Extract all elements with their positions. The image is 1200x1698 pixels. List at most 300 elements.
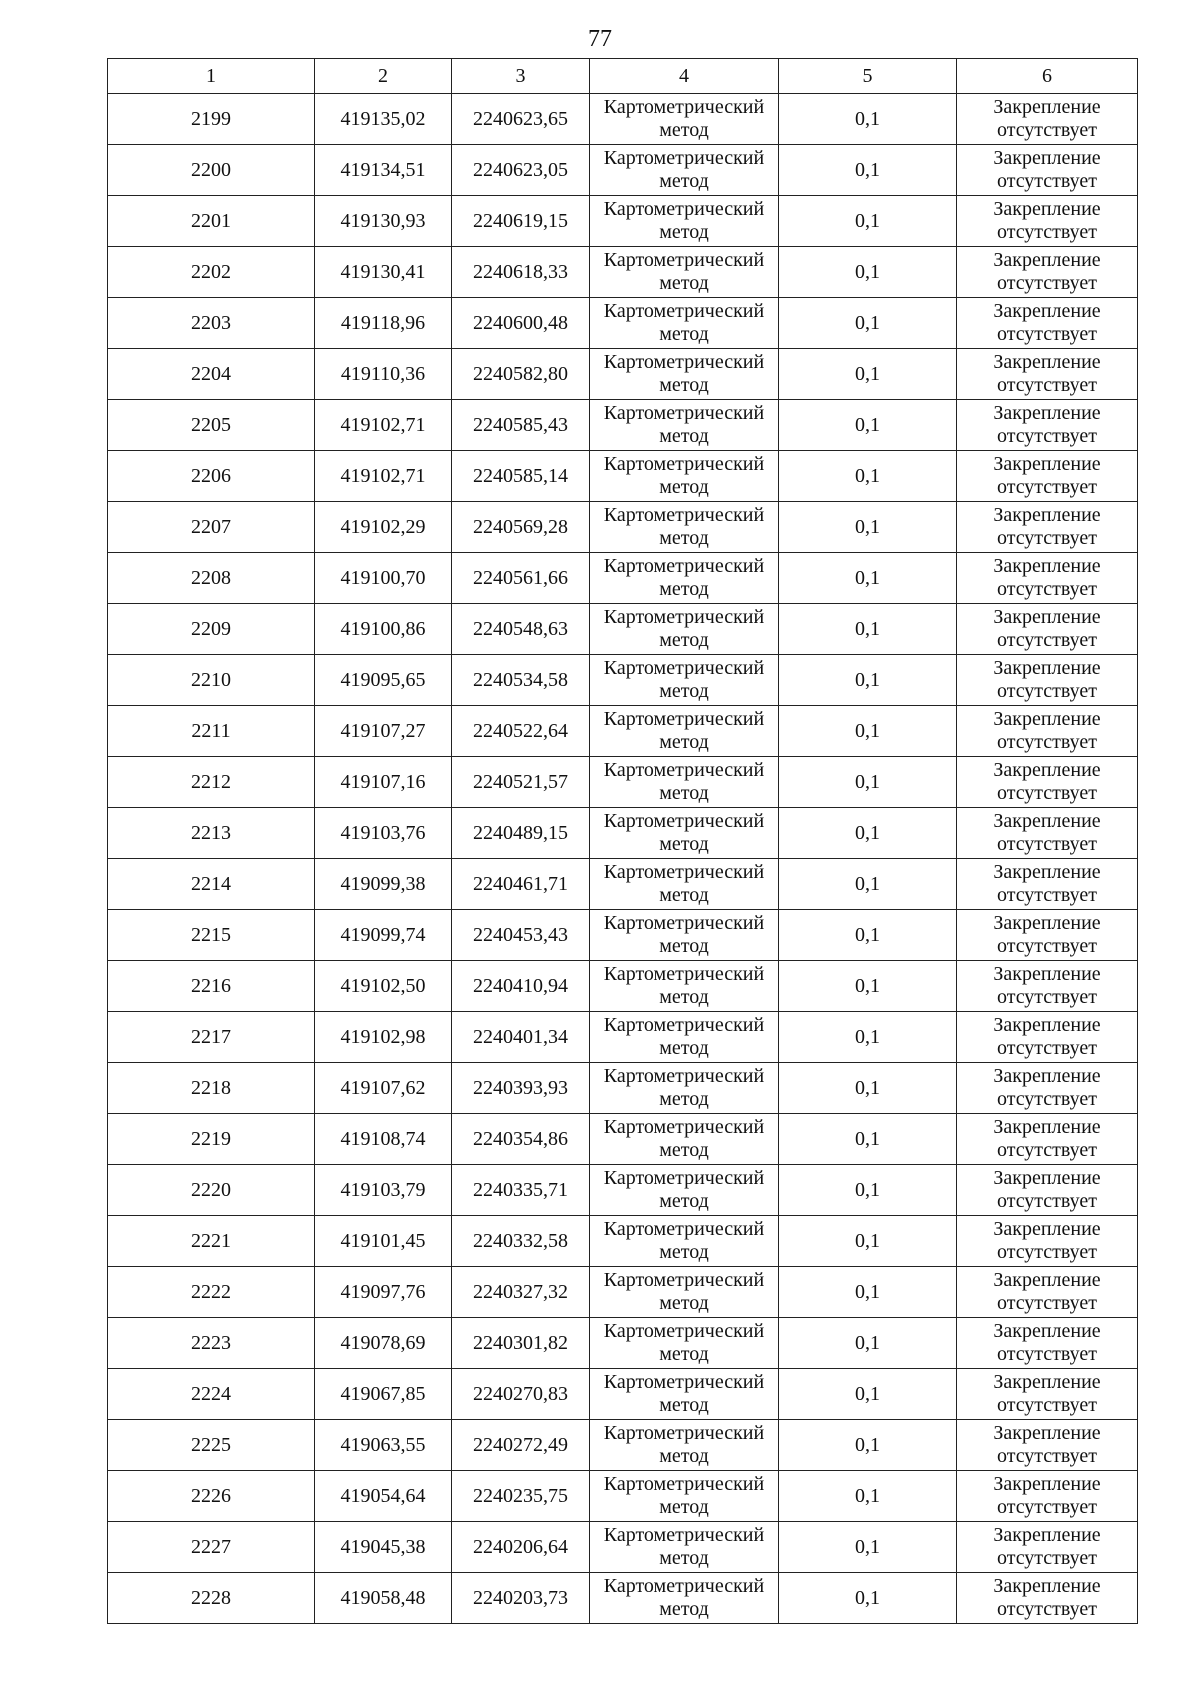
fixing-cell-line-1: Закрепление [993, 96, 1101, 118]
fixing-cell-line-2: отсутствует [996, 1394, 1098, 1416]
y-coordinate-cell: 2240206,64 [452, 1522, 590, 1573]
method-cell-line-1: Картометрический [603, 912, 765, 934]
table-row [108, 145, 1138, 196]
accuracy-cell: 0,1 [779, 1471, 957, 1522]
accuracy-cell: 0,1 [779, 1369, 957, 1420]
method-cell-line-2: метод [659, 527, 709, 549]
x-coordinate-cell: 419099,38 [315, 859, 452, 910]
method-cell-line-1: Картометрический [603, 1116, 765, 1138]
method-cell-line-1: Картометрический [603, 198, 765, 220]
method-cell-line-1: Картометрический [603, 1269, 765, 1291]
method-cell-line-2: метод [659, 986, 709, 1008]
fixing-cell-line-2: отсутствует [996, 833, 1098, 855]
table-row [108, 400, 1138, 451]
point-number-cell: 2217 [108, 1012, 315, 1063]
fixing-cell [957, 1267, 1138, 1318]
fixing-cell-line-2: отсутствует [996, 170, 1098, 192]
fixing-cell-line-2: отсутствует [996, 680, 1098, 702]
fixing-cell-line-2: отсутствует [996, 1547, 1098, 1569]
y-coordinate-cell: 2240585,43 [452, 400, 590, 451]
x-coordinate-cell: 419099,74 [315, 910, 452, 961]
column-header-2: 2 [315, 59, 452, 94]
method-cell-line-1: Картометрический [603, 147, 765, 169]
x-coordinate-cell: 419130,93 [315, 196, 452, 247]
fixing-cell [957, 910, 1138, 961]
y-coordinate-cell: 2240534,58 [452, 655, 590, 706]
point-number-cell: 2221 [108, 1216, 315, 1267]
method-cell [590, 1216, 779, 1267]
method-cell-line-1: Картометрический [603, 300, 765, 322]
fixing-cell [957, 451, 1138, 502]
fixing-cell [957, 604, 1138, 655]
fixing-cell-line-1: Закрепление [993, 1320, 1101, 1342]
table-row [108, 961, 1138, 1012]
accuracy-cell: 0,1 [779, 145, 957, 196]
method-cell-line-2: метод [659, 1547, 709, 1569]
method-cell-line-1: Картометрический [603, 1218, 765, 1240]
y-coordinate-cell: 2240521,57 [452, 757, 590, 808]
method-cell [590, 1063, 779, 1114]
page-number: 77 [588, 26, 612, 52]
fixing-cell [957, 1114, 1138, 1165]
fixing-cell-line-1: Закрепление [993, 759, 1101, 781]
method-cell [590, 706, 779, 757]
accuracy-cell: 0,1 [779, 1318, 957, 1369]
method-cell [590, 1420, 779, 1471]
method-cell [590, 910, 779, 961]
table-row [108, 1165, 1138, 1216]
y-coordinate-cell: 2240623,05 [452, 145, 590, 196]
fixing-cell-line-1: Закрепление [993, 708, 1101, 730]
method-cell-line-1: Картометрический [603, 351, 765, 373]
x-coordinate-cell: 419102,71 [315, 400, 452, 451]
method-cell [590, 502, 779, 553]
method-cell-line-2: метод [659, 119, 709, 141]
fixing-cell-line-2: отсутствует [996, 1088, 1098, 1110]
method-cell-line-1: Картометрический [603, 1014, 765, 1036]
y-coordinate-cell: 2240272,49 [452, 1420, 590, 1471]
fixing-cell-line-1: Закрепление [993, 1524, 1101, 1546]
fixing-cell [957, 1522, 1138, 1573]
accuracy-cell: 0,1 [779, 196, 957, 247]
table-row [108, 655, 1138, 706]
table-row [108, 502, 1138, 553]
method-cell [590, 94, 779, 145]
x-coordinate-cell: 419108,74 [315, 1114, 452, 1165]
x-coordinate-cell: 419103,76 [315, 808, 452, 859]
point-number-cell: 2213 [108, 808, 315, 859]
fixing-cell [957, 400, 1138, 451]
y-coordinate-cell: 2240569,28 [452, 502, 590, 553]
method-cell-line-2: метод [659, 1037, 709, 1059]
accuracy-cell: 0,1 [779, 1573, 957, 1624]
column-header-1: 1 [108, 59, 315, 94]
fixing-cell-line-2: отсутствует [996, 1598, 1098, 1620]
x-coordinate-cell: 419101,45 [315, 1216, 452, 1267]
fixing-cell [957, 196, 1138, 247]
accuracy-cell: 0,1 [779, 298, 957, 349]
method-cell [590, 1012, 779, 1063]
fixing-cell-line-2: отсутствует [996, 782, 1098, 804]
x-coordinate-cell: 419107,27 [315, 706, 452, 757]
table-row [108, 808, 1138, 859]
method-cell [590, 247, 779, 298]
point-number-cell: 2225 [108, 1420, 315, 1471]
y-coordinate-cell: 2240354,86 [452, 1114, 590, 1165]
x-coordinate-cell: 419058,48 [315, 1573, 452, 1624]
accuracy-cell: 0,1 [779, 502, 957, 553]
fixing-cell [957, 247, 1138, 298]
x-coordinate-cell: 419063,55 [315, 1420, 452, 1471]
fixing-cell-line-1: Закрепление [993, 1116, 1101, 1138]
accuracy-cell: 0,1 [779, 655, 957, 706]
point-number-cell: 2206 [108, 451, 315, 502]
fixing-cell-line-2: отсутствует [996, 1496, 1098, 1518]
accuracy-cell: 0,1 [779, 400, 957, 451]
fixing-cell [957, 1012, 1138, 1063]
point-number-cell: 2202 [108, 247, 315, 298]
y-coordinate-cell: 2240618,33 [452, 247, 590, 298]
accuracy-cell: 0,1 [779, 604, 957, 655]
x-coordinate-cell: 419095,65 [315, 655, 452, 706]
table-row [108, 757, 1138, 808]
method-cell-line-1: Картометрический [603, 708, 765, 730]
fixing-cell [957, 1369, 1138, 1420]
method-cell-line-2: метод [659, 833, 709, 855]
method-cell-line-2: метод [659, 1088, 709, 1110]
method-cell-line-1: Картометрический [603, 555, 765, 577]
table-row [108, 349, 1138, 400]
method-cell-line-2: метод [659, 374, 709, 396]
method-cell-line-1: Картометрический [603, 1320, 765, 1342]
fixing-cell-line-1: Закрепление [993, 300, 1101, 322]
x-coordinate-cell: 419102,50 [315, 961, 452, 1012]
x-coordinate-cell: 419110,36 [315, 349, 452, 400]
fixing-cell-line-2: отсутствует [996, 1445, 1098, 1467]
method-cell-line-1: Картометрический [603, 249, 765, 271]
method-cell-line-1: Картометрический [603, 1371, 765, 1393]
method-cell-line-2: метод [659, 1190, 709, 1212]
x-coordinate-cell: 419078,69 [315, 1318, 452, 1369]
method-cell-line-2: метод [659, 170, 709, 192]
table-row [108, 1573, 1138, 1624]
fixing-cell-line-1: Закрепление [993, 249, 1101, 271]
method-cell-line-2: метод [659, 1292, 709, 1314]
x-coordinate-cell: 419100,86 [315, 604, 452, 655]
point-number-cell: 2208 [108, 553, 315, 604]
method-cell [590, 757, 779, 808]
accuracy-cell: 0,1 [779, 94, 957, 145]
table-row [108, 1420, 1138, 1471]
method-cell [590, 655, 779, 706]
fixing-cell-line-2: отсутствует [996, 986, 1098, 1008]
point-number-cell: 2212 [108, 757, 315, 808]
point-number-cell: 2205 [108, 400, 315, 451]
y-coordinate-cell: 2240270,83 [452, 1369, 590, 1420]
method-cell-line-2: метод [659, 782, 709, 804]
method-cell-line-2: метод [659, 323, 709, 345]
table-row [108, 604, 1138, 655]
x-coordinate-cell: 419045,38 [315, 1522, 452, 1573]
x-coordinate-cell: 419054,64 [315, 1471, 452, 1522]
y-coordinate-cell: 2240301,82 [452, 1318, 590, 1369]
x-coordinate-cell: 419100,70 [315, 553, 452, 604]
table-row [108, 859, 1138, 910]
accuracy-cell: 0,1 [779, 349, 957, 400]
accuracy-cell: 0,1 [779, 859, 957, 910]
y-coordinate-cell: 2240332,58 [452, 1216, 590, 1267]
point-number-cell: 2200 [108, 145, 315, 196]
point-number-cell: 2228 [108, 1573, 315, 1624]
column-header-4: 4 [590, 59, 779, 94]
accuracy-cell: 0,1 [779, 706, 957, 757]
method-cell-line-2: метод [659, 1394, 709, 1416]
point-number-cell: 2220 [108, 1165, 315, 1216]
fixing-cell [957, 145, 1138, 196]
y-coordinate-cell: 2240401,34 [452, 1012, 590, 1063]
method-cell [590, 1573, 779, 1624]
fixing-cell-line-1: Закрепление [993, 1065, 1101, 1087]
fixing-cell-line-2: отсутствует [996, 629, 1098, 651]
fixing-cell-line-1: Закрепление [993, 606, 1101, 628]
accuracy-cell: 0,1 [779, 1216, 957, 1267]
method-cell-line-2: метод [659, 425, 709, 447]
fixing-cell-line-2: отсутствует [996, 323, 1098, 345]
fixing-cell-line-2: отсутствует [996, 1292, 1098, 1314]
accuracy-cell: 0,1 [779, 451, 957, 502]
fixing-cell [957, 706, 1138, 757]
table-row [108, 553, 1138, 604]
method-cell-line-2: метод [659, 578, 709, 600]
method-cell-line-2: метод [659, 884, 709, 906]
y-coordinate-cell: 2240522,64 [452, 706, 590, 757]
fixing-cell-line-1: Закрепление [993, 1167, 1101, 1189]
method-cell-line-1: Картометрический [603, 810, 765, 832]
x-coordinate-cell: 419103,79 [315, 1165, 452, 1216]
header-row [108, 59, 1138, 94]
fixing-cell [957, 1420, 1138, 1471]
fixing-cell [957, 961, 1138, 1012]
table-row [108, 1114, 1138, 1165]
y-coordinate-cell: 2240582,80 [452, 349, 590, 400]
point-number-cell: 2210 [108, 655, 315, 706]
fixing-cell-line-1: Закрепление [993, 351, 1101, 373]
fixing-cell-line-2: отсутствует [996, 221, 1098, 243]
method-cell-line-1: Картометрический [603, 963, 765, 985]
x-coordinate-cell: 419067,85 [315, 1369, 452, 1420]
fixing-cell-line-2: отсутствует [996, 527, 1098, 549]
method-cell-line-2: метод [659, 1241, 709, 1263]
method-cell [590, 604, 779, 655]
accuracy-cell: 0,1 [779, 808, 957, 859]
table-row [108, 94, 1138, 145]
method-cell [590, 349, 779, 400]
table-row [108, 298, 1138, 349]
method-cell [590, 1267, 779, 1318]
accuracy-cell: 0,1 [779, 1114, 957, 1165]
point-number-cell: 2203 [108, 298, 315, 349]
y-coordinate-cell: 2240489,15 [452, 808, 590, 859]
table-row [108, 1012, 1138, 1063]
fixing-cell-line-1: Закрепление [993, 810, 1101, 832]
fixing-cell-line-1: Закрепление [993, 657, 1101, 679]
fixing-cell-line-1: Закрепление [993, 861, 1101, 883]
y-coordinate-cell: 2240453,43 [452, 910, 590, 961]
point-number-cell: 2214 [108, 859, 315, 910]
fixing-cell-line-2: отсутствует [996, 1037, 1098, 1059]
accuracy-cell: 0,1 [779, 961, 957, 1012]
method-cell-line-1: Картометрический [603, 861, 765, 883]
fixing-cell-line-2: отсутствует [996, 425, 1098, 447]
column-header-5: 5 [779, 59, 957, 94]
fixing-cell-line-1: Закрепление [993, 1422, 1101, 1444]
method-cell-line-1: Картометрический [603, 1473, 765, 1495]
accuracy-cell: 0,1 [779, 1420, 957, 1471]
point-number-cell: 2204 [108, 349, 315, 400]
y-coordinate-cell: 2240203,73 [452, 1573, 590, 1624]
fixing-cell-line-1: Закрепление [993, 453, 1101, 475]
table-row [108, 706, 1138, 757]
method-cell-line-2: метод [659, 272, 709, 294]
method-cell-line-1: Картометрический [603, 504, 765, 526]
accuracy-cell: 0,1 [779, 1267, 957, 1318]
fixing-cell [957, 1573, 1138, 1624]
x-coordinate-cell: 419097,76 [315, 1267, 452, 1318]
fixing-cell [957, 1063, 1138, 1114]
y-coordinate-cell: 2240410,94 [452, 961, 590, 1012]
x-coordinate-cell: 419107,16 [315, 757, 452, 808]
fixing-cell-line-2: отсутствует [996, 731, 1098, 753]
x-coordinate-cell: 419118,96 [315, 298, 452, 349]
method-cell-line-1: Картометрический [603, 1575, 765, 1597]
x-coordinate-cell: 419107,62 [315, 1063, 452, 1114]
x-coordinate-cell: 419130,41 [315, 247, 452, 298]
point-number-cell: 2209 [108, 604, 315, 655]
method-cell [590, 553, 779, 604]
point-number-cell: 2199 [108, 94, 315, 145]
table-body [108, 94, 1138, 1624]
method-cell-line-2: метод [659, 1598, 709, 1620]
method-cell-line-1: Картометрический [603, 96, 765, 118]
fixing-cell-line-1: Закрепление [993, 147, 1101, 169]
y-coordinate-cell: 2240600,48 [452, 298, 590, 349]
method-cell-line-2: метод [659, 1445, 709, 1467]
fixing-cell-line-1: Закрепление [993, 555, 1101, 577]
fixing-cell [957, 349, 1138, 400]
method-cell [590, 1471, 779, 1522]
fixing-cell-line-2: отсутствует [996, 935, 1098, 957]
fixing-cell [957, 298, 1138, 349]
accuracy-cell: 0,1 [779, 553, 957, 604]
method-cell [590, 1522, 779, 1573]
accuracy-cell: 0,1 [779, 1012, 957, 1063]
y-coordinate-cell: 2240623,65 [452, 94, 590, 145]
fixing-cell-line-1: Закрепление [993, 402, 1101, 424]
accuracy-cell: 0,1 [779, 1522, 957, 1573]
y-coordinate-cell: 2240461,71 [452, 859, 590, 910]
accuracy-cell: 0,1 [779, 757, 957, 808]
fixing-cell [957, 808, 1138, 859]
method-cell-line-1: Картометрический [603, 1524, 765, 1546]
method-cell-line-2: метод [659, 1139, 709, 1161]
table-row [108, 1063, 1138, 1114]
method-cell-line-2: метод [659, 629, 709, 651]
method-cell-line-2: метод [659, 476, 709, 498]
point-number-cell: 2226 [108, 1471, 315, 1522]
point-number-cell: 2223 [108, 1318, 315, 1369]
method-cell-line-2: метод [659, 1343, 709, 1365]
column-header-3: 3 [452, 59, 590, 94]
method-cell-line-1: Картометрический [603, 402, 765, 424]
x-coordinate-cell: 419135,02 [315, 94, 452, 145]
accuracy-cell: 0,1 [779, 1165, 957, 1216]
x-coordinate-cell: 419102,29 [315, 502, 452, 553]
fixing-cell [957, 1165, 1138, 1216]
accuracy-cell: 0,1 [779, 1063, 957, 1114]
point-number-cell: 2216 [108, 961, 315, 1012]
method-cell-line-2: метод [659, 221, 709, 243]
y-coordinate-cell: 2240393,93 [452, 1063, 590, 1114]
y-coordinate-cell: 2240327,32 [452, 1267, 590, 1318]
point-number-cell: 2218 [108, 1063, 315, 1114]
method-cell [590, 1114, 779, 1165]
y-coordinate-cell: 2240235,75 [452, 1471, 590, 1522]
point-number-cell: 2222 [108, 1267, 315, 1318]
method-cell [590, 1369, 779, 1420]
fixing-cell [957, 1216, 1138, 1267]
fixing-cell-line-2: отсутствует [996, 1343, 1098, 1365]
fixing-cell [957, 859, 1138, 910]
table-row [108, 910, 1138, 961]
method-cell-line-2: метод [659, 680, 709, 702]
method-cell-line-2: метод [659, 935, 709, 957]
fixing-cell-line-2: отсутствует [996, 578, 1098, 600]
fixing-cell-line-1: Закрепление [993, 963, 1101, 985]
method-cell-line-1: Картометрический [603, 657, 765, 679]
method-cell-line-1: Картометрический [603, 606, 765, 628]
method-cell-line-1: Картометрический [603, 1065, 765, 1087]
fixing-cell [957, 94, 1138, 145]
fixing-cell-line-1: Закрепление [993, 1014, 1101, 1036]
method-cell-line-1: Картометрический [603, 453, 765, 475]
point-number-cell: 2211 [108, 706, 315, 757]
method-cell [590, 808, 779, 859]
fixing-cell-line-1: Закрепление [993, 912, 1101, 934]
point-number-cell: 2215 [108, 910, 315, 961]
coordinates-table [107, 58, 1138, 1624]
table-row [108, 1522, 1138, 1573]
method-cell [590, 145, 779, 196]
point-number-cell: 2227 [108, 1522, 315, 1573]
fixing-cell-line-1: Закрепление [993, 1473, 1101, 1495]
point-number-cell: 2219 [108, 1114, 315, 1165]
fixing-cell [957, 1471, 1138, 1522]
fixing-cell [957, 1318, 1138, 1369]
point-number-cell: 2224 [108, 1369, 315, 1420]
fixing-cell-line-1: Закрепление [993, 1575, 1101, 1597]
fixing-cell-line-1: Закрепление [993, 1371, 1101, 1393]
table-row [108, 196, 1138, 247]
y-coordinate-cell: 2240335,71 [452, 1165, 590, 1216]
method-cell [590, 298, 779, 349]
method-cell [590, 1318, 779, 1369]
y-coordinate-cell: 2240619,15 [452, 196, 590, 247]
table-row [108, 247, 1138, 298]
method-cell-line-2: метод [659, 731, 709, 753]
accuracy-cell: 0,1 [779, 247, 957, 298]
method-cell-line-1: Картометрический [603, 1422, 765, 1444]
method-cell [590, 1165, 779, 1216]
